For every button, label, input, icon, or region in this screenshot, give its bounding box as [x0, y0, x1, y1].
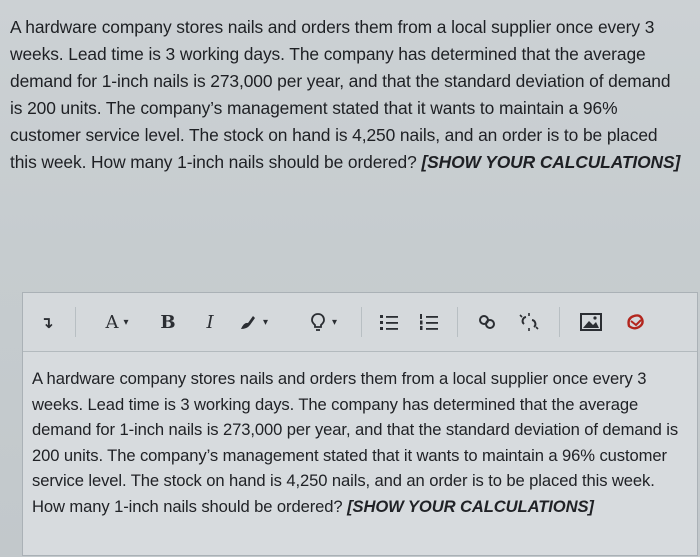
- italic-button[interactable]: [199, 308, 221, 336]
- special-insert-icon: [625, 312, 647, 332]
- chevron-down-icon: ▾: [262, 316, 269, 328]
- paragraph-format-button[interactable]: [35, 308, 59, 336]
- paragraph-format-icon: ↴: [40, 312, 54, 332]
- toolbar-divider: [75, 307, 76, 337]
- unlink-button[interactable]: [515, 308, 543, 336]
- text-color-brush-icon: [238, 312, 258, 332]
- numbered-list-button[interactable]: [415, 308, 443, 336]
- answer-emphasis: [SHOW YOUR CALCULATIONS]: [347, 496, 594, 516]
- question-emphasis: [SHOW YOUR CALCULATIONS]: [421, 152, 681, 172]
- font-size-icon: A: [105, 311, 119, 333]
- rich-text-editor[interactable]: [22, 292, 698, 556]
- text-color-button[interactable]: [233, 308, 273, 336]
- answer-text[interactable]: [32, 366, 682, 520]
- answer-body: A hardware company stores nails and orders them from a local supplier once every 3 weeks. Lead time is 3 working days. The company has determined that the average demand for 1-inch nails is 273,000 per year, and that the standard deviation of demand is 200 units. The company’s management stated that it wants to maintain a 96% customer service level. The stock on hand is 4,250 nails, and an order is to be placed this week. How many 1-inch nails should be ordered?: [32, 369, 679, 516]
- highlight-button[interactable]: [303, 308, 343, 336]
- numbered-list-icon: [419, 313, 439, 331]
- question-text: [10, 14, 686, 176]
- unlink-icon: [518, 312, 540, 332]
- toolbar-divider: [361, 307, 362, 337]
- italic-icon: I: [206, 311, 214, 333]
- special-insert-button[interactable]: [621, 308, 651, 336]
- font-size-button[interactable]: [97, 308, 137, 336]
- link-button[interactable]: [473, 308, 501, 336]
- link-icon: [477, 312, 497, 332]
- bulleted-list-button[interactable]: [375, 308, 403, 336]
- highlight-bulb-icon: [309, 312, 327, 332]
- image-icon: [580, 313, 602, 331]
- bold-button[interactable]: [157, 308, 179, 336]
- special-insert-stroke: [631, 320, 641, 325]
- editor-content-area[interactable]: [23, 352, 697, 555]
- question-body: A hardware company stores nails and orders them from a local supplier once every 3 weeks. Lead time is 3 working days. The company has determined that the average demand for 1-inch nails is 273,000 per year, and that the standard deviation of demand is 200 units. The company’s management stated that it wants to maintain a 96% customer service level. The stock on hand is 4,250 nails, and an order is to be placed this week. How many 1-inch nails should be ordered?: [10, 17, 671, 172]
- toolbar-divider: [457, 307, 458, 337]
- chevron-down-icon: ▾: [123, 316, 129, 328]
- toolbar-divider: [559, 307, 560, 337]
- image-button[interactable]: [577, 308, 605, 336]
- bulleted-list-icon: [379, 313, 399, 331]
- bold-icon: B: [160, 311, 176, 333]
- chevron-down-icon: ▾: [331, 316, 338, 328]
- editor-toolbar: [23, 293, 697, 352]
